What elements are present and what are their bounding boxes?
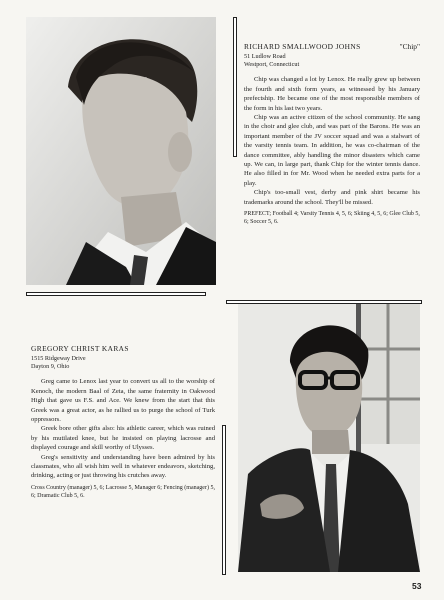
karas-paragraph: Greg came to Lenox last year to convert us all to the worship of Kenoch, the modern Baal of Zeta, the same fraternity in Oakwood High that gave us F.S. and Ace. We knew from the start that this Greek was a great actor, as he rallied us to purge the school of Turk oppressors. — [31, 378, 215, 424]
johns-portrait-drawing — [26, 17, 216, 285]
johns-address-line-1: 51 Ludlow Road — [244, 53, 286, 61]
karas-portrait-photo — [238, 304, 420, 572]
karas-activities: Cross Country (manager) 5, 6; Lacrosse 5, Manager 6; Fencing (manager) 5, 6; Dramatic Club 5, 6. — [31, 484, 215, 500]
karas-portrait-drawing — [238, 304, 420, 572]
karas-paragraph: Greek bore other gifts also: his athletic career, which was ruined by his mutilated knee, but he insisted on playing lacrosse and displayed courage and skill worthy of Ulysses. — [31, 425, 215, 452]
page-number: 53 — [412, 581, 422, 591]
johns-paragraph: Chip's too-small vest, derby and pink shirt became his trademarks around the school. They'll be missed. — [244, 189, 420, 206]
karas-name: GREGORY CHRIST KARAS — [31, 344, 129, 353]
johns-biography — [244, 42, 420, 227]
johns-activities: PREFECT; Football 4; Varsity Tennis 4, 5, 6; Skiing 4, 5, 6; Glee Club 5, 6; Soccer 5, 6. — [244, 211, 420, 226]
johns-portrait-photo — [26, 17, 216, 285]
karas-divider-vertical — [222, 425, 226, 575]
karas-address-line-2: Dayton 9, Ohio — [31, 363, 70, 371]
johns-nickname: "Chip" — [399, 42, 420, 51]
karas-paragraph: Greg's sensitivity and understanding have been admired by his classmates, who all wish him well in whatever endeavors, sketching, drinking, acting or just throwing his crutches away. — [31, 453, 215, 480]
johns-paragraph: Chip was an active citizen of the school community. He sang in the choir and glee club, and was part of the Barons. He was an important member of the JV soccer squad and was a stalwart of the varsity tennis team. In addition, he was co-chairman of the dance committee, ably handling the minor disasters which came up. We can, in large part, thank Chip for the winter tennis dance. He also filled in for Mr. Wood when he needed extra parts for a play. — [244, 114, 420, 187]
karas-biography — [31, 344, 215, 500]
johns-name: RICHARD SMALLWOOD JOHNS — [244, 42, 361, 51]
johns-divider-vertical — [233, 17, 237, 157]
johns-divider-horizontal — [26, 292, 206, 296]
karas-address-line-1: 1515 Ridgeway Drive — [31, 355, 86, 363]
johns-paragraph: Chip was changed a lot by Lenox. He really grew up between the fourth and sixth form years, as witnessed by his January prefectship. He became one of the most responsible members of the form in his last two years. — [244, 76, 420, 112]
johns-address-line-2: Westport, Connecticut — [244, 61, 300, 69]
